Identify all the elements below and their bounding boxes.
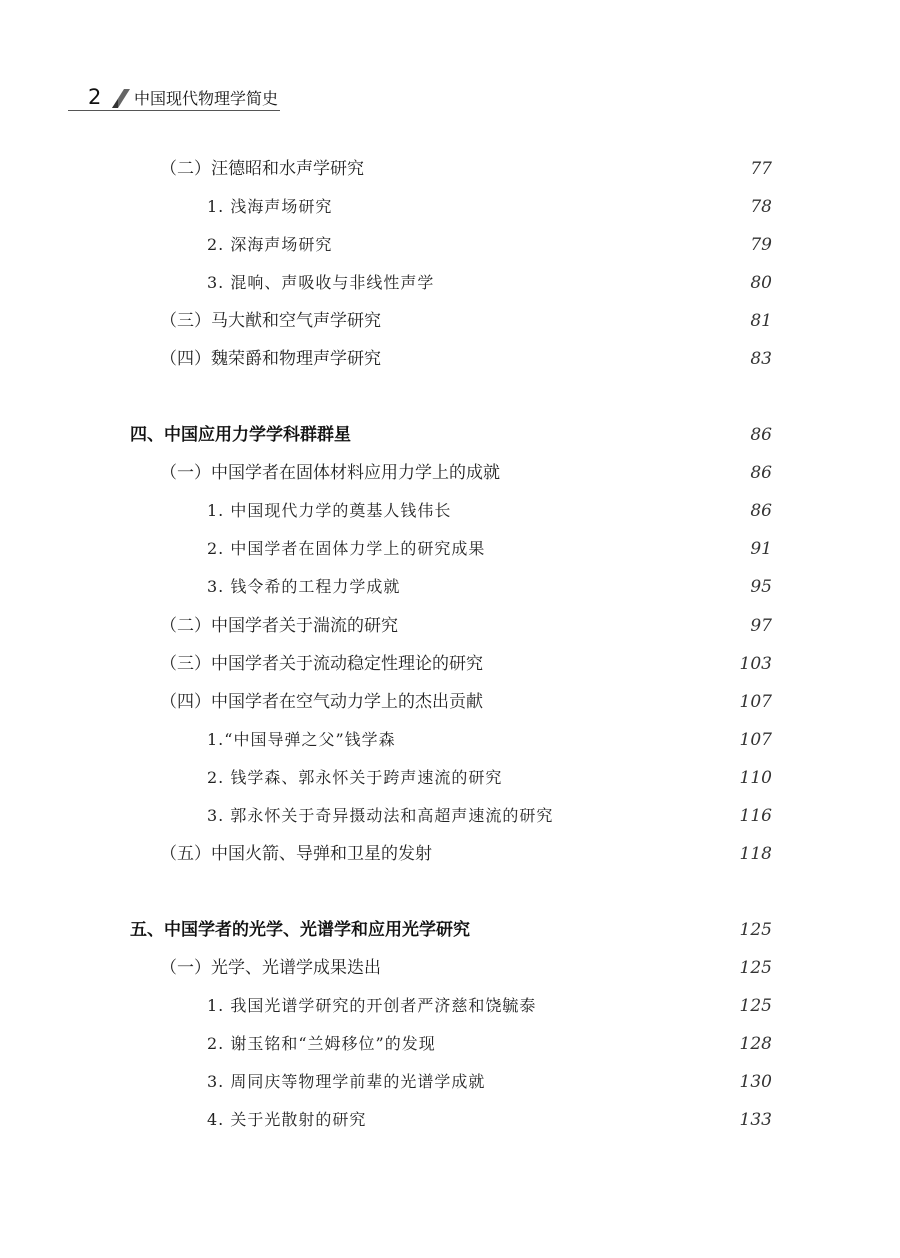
toc-entry[interactable]	[0, 306, 900, 336]
toc-entry-label: （五）中国火箭、导弹和卫星的发射	[160, 844, 432, 864]
toc-entry-label: 3. 混响、声吸收与非线性声学	[207, 273, 435, 292]
toc-entry[interactable]	[0, 1105, 900, 1135]
toc-entry-page: 128	[739, 1034, 772, 1054]
toc-entry-label: （四）魏荣爵和物理声学研究	[160, 349, 381, 369]
header-rule	[68, 110, 280, 111]
toc-entry-label: 3. 郭永怀关于奇异摄动法和高超声速流的研究	[207, 806, 554, 825]
toc-entry-label: 4. 关于光散射的研究	[207, 1110, 367, 1129]
toc-entry[interactable]	[0, 725, 900, 755]
book-title: 中国现代物理学简史	[134, 89, 279, 108]
toc-entry[interactable]	[0, 649, 900, 679]
toc-entry-page: 79	[750, 235, 772, 255]
toc-section-heading[interactable]	[0, 420, 900, 450]
toc-entry[interactable]	[0, 687, 900, 717]
running-header	[68, 86, 280, 112]
toc-entry-page: 86	[750, 463, 772, 483]
toc-entry-page: 86	[750, 425, 772, 445]
toc-entry[interactable]	[0, 991, 900, 1021]
toc-entry[interactable]	[0, 154, 900, 184]
toc-entry-label: （三）中国学者关于流动稳定性理论的研究	[160, 654, 483, 674]
toc-entry-label: 2. 钱学森、郭永怀关于跨声速流的研究	[207, 768, 503, 787]
toc-entry-label: （四）中国学者在空气动力学上的杰出贡献	[160, 692, 483, 712]
toc-entry-page: 103	[739, 654, 772, 674]
toc-entry[interactable]	[0, 953, 900, 983]
toc-entry[interactable]	[0, 611, 900, 641]
toc-entry-page: 125	[739, 920, 772, 940]
toc-entry[interactable]	[0, 496, 900, 526]
toc-entry-page: 125	[739, 958, 772, 978]
toc-entry[interactable]	[0, 801, 900, 831]
toc-entry-page: 125	[739, 996, 772, 1016]
toc-entry[interactable]	[0, 1067, 900, 1097]
toc-entry-label: 四、中国应用力学学科群群星	[130, 425, 351, 445]
toc-entry-label: 2. 深海声场研究	[207, 235, 333, 254]
toc-entry-page: 118	[739, 844, 772, 864]
toc-entry-label: 1. 中国现代力学的奠基人钱伟长	[207, 501, 452, 520]
toc-entry-page: 78	[750, 197, 772, 217]
toc-entry-label: 1.“中国导弹之父”钱学森	[207, 730, 396, 749]
toc-entry-page: 83	[750, 349, 772, 369]
toc-entry[interactable]	[0, 268, 900, 298]
toc-entry-label: 1. 我国光谱学研究的开创者严济慈和饶毓泰	[207, 996, 537, 1015]
toc-entry-label: 2. 中国学者在固体力学上的研究成果	[207, 539, 486, 558]
toc-entry-page: 91	[750, 539, 772, 559]
toc-entry-page: 107	[739, 692, 772, 712]
toc-entry-label: （三）马大猷和空气声学研究	[160, 311, 381, 331]
toc-entry-label: 2. 谢玉铭和“兰姆移位”的发现	[207, 1034, 436, 1053]
toc-entry[interactable]	[0, 534, 900, 564]
toc-entry-label: （一）光学、光谱学成果迭出	[160, 958, 381, 978]
toc-entry[interactable]	[0, 763, 900, 793]
toc-entry[interactable]	[0, 572, 900, 602]
toc-entry-label: 五、中国学者的光学、光谱学和应用光学研究	[130, 920, 470, 940]
toc-entry-page: 133	[739, 1110, 772, 1130]
toc-entry-label: （一）中国学者在固体材料应用力学上的成就	[160, 463, 500, 483]
toc-section-heading[interactable]	[0, 915, 900, 945]
toc-entry[interactable]	[0, 344, 900, 374]
toc-entry-page: 130	[739, 1072, 772, 1092]
toc-entry-label: 3. 钱令希的工程力学成就	[207, 577, 401, 596]
toc-entry[interactable]	[0, 192, 900, 222]
toc-entry-page: 77	[750, 159, 772, 179]
toc-entry-page: 107	[739, 730, 772, 750]
toc-entry-page: 80	[750, 273, 772, 293]
toc-entry-label: 3. 周同庆等物理学前辈的光谱学成就	[207, 1072, 486, 1091]
toc-entry-page: 116	[739, 806, 772, 826]
slash-mark-icon	[112, 89, 130, 108]
page-number: 2	[88, 85, 102, 109]
toc-entry-page: 110	[739, 768, 772, 788]
toc-entry-page: 81	[750, 311, 772, 331]
toc-entry-page: 86	[750, 501, 772, 521]
toc-entry[interactable]	[0, 1029, 900, 1059]
toc-entry-page: 95	[750, 577, 772, 597]
toc-entry-label: 1. 浅海声场研究	[207, 197, 333, 216]
toc-entry-label: （二）汪德昭和水声学研究	[160, 159, 364, 179]
toc-entry[interactable]	[0, 839, 900, 869]
toc-entry[interactable]	[0, 230, 900, 260]
toc-entry[interactable]	[0, 458, 900, 488]
toc-entry-page: 97	[750, 616, 772, 636]
toc-entry-label: （二）中国学者关于湍流的研究	[160, 616, 398, 636]
